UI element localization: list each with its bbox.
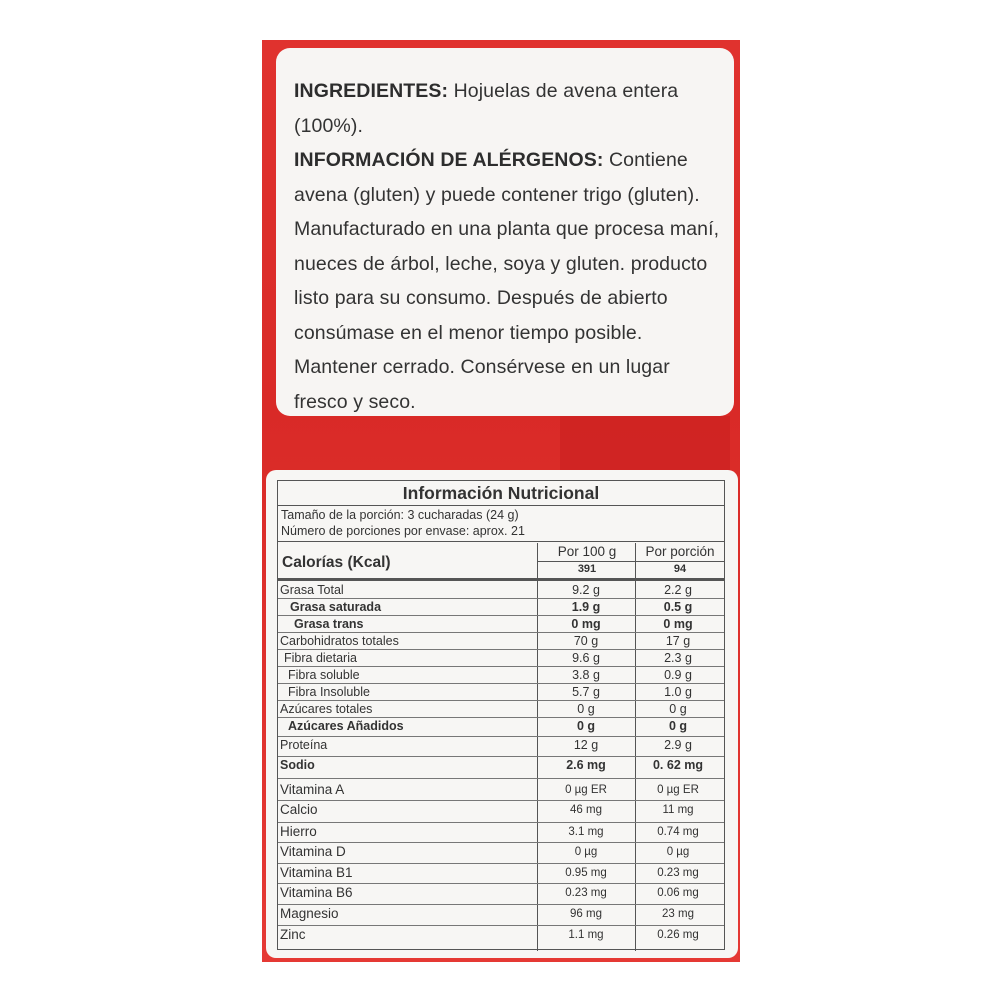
value-per-100g: 70 g: [573, 634, 599, 648]
value-per-portion: 0.5 g: [663, 600, 693, 614]
ingredients-label: INGREDIENTES:: [294, 80, 449, 102]
value-per-portion: 23 mg: [662, 908, 694, 920]
value-per-100g: 9.2 g: [572, 583, 600, 597]
value-per-portion: 2.2 g: [664, 583, 692, 597]
value-per-portion: 0 g: [668, 719, 688, 733]
nutrient-label: Zinc: [280, 927, 306, 942]
value-per-portion: 11 mg: [662, 804, 694, 816]
nutrient-row: [278, 718, 724, 737]
nutrient-label: Fibra soluble: [288, 668, 360, 682]
nutrition-table: [277, 480, 725, 950]
nutrient-label: Vitamina B1: [280, 865, 353, 880]
allergens-paragraph: [294, 143, 724, 419]
calories-per-100g: 391: [577, 563, 597, 575]
allergens-label: INFORMACIÓN DE ALÉRGENOS:: [294, 149, 604, 171]
value-per-portion: 0 µg: [666, 846, 690, 858]
nutrient-label: Grasa saturada: [290, 600, 382, 614]
nutrient-row: [278, 616, 724, 633]
divider: [278, 541, 724, 542]
value-per-100g: 46 mg: [570, 804, 602, 816]
nutrient-row: [278, 684, 724, 701]
nutrient-row: [278, 582, 724, 599]
nutrient-row: [278, 864, 724, 884]
nutrient-label: Carbohidratos totales: [280, 634, 399, 648]
value-per-100g: 2.6 mg: [566, 758, 606, 772]
ingredients-panel: [276, 48, 734, 416]
value-per-portion: 0 µg ER: [657, 784, 699, 796]
nutrient-label: Sodio: [280, 758, 315, 772]
calories-per-portion: 94: [673, 563, 687, 575]
serving-size: Tamaño de la porción: 3 cucharadas (24 g): [281, 508, 519, 522]
nutrient-row: [278, 701, 724, 718]
value-per-portion: 17 g: [665, 634, 691, 648]
value-per-portion: 0.23 mg: [657, 867, 699, 879]
nutrient-label: Grasa trans: [294, 617, 364, 631]
nutrient-label: Fibra dietaria: [284, 651, 357, 665]
divider: [278, 505, 724, 506]
value-per-portion: 0. 62 mg: [652, 758, 704, 772]
value-per-100g: 0 mg: [571, 617, 601, 631]
nutrient-label: Grasa Total: [280, 583, 344, 597]
nutrient-row: [278, 737, 724, 757]
nutrient-label: Vitamina B6: [280, 885, 353, 900]
nutrient-row: [278, 633, 724, 650]
nutrient-label: Vitamina A: [280, 782, 345, 797]
column-header-per-100g: Por 100 g: [557, 544, 617, 559]
value-per-100g: 5.7 g: [572, 685, 600, 699]
nutrient-label: Calcio: [280, 802, 318, 817]
nutrient-label: Magnesio: [280, 906, 339, 921]
value-per-100g: 0.23 mg: [565, 887, 607, 899]
value-per-100g: 9.6 g: [572, 651, 600, 665]
nutrient-row: [278, 757, 724, 779]
nutrient-row: [278, 823, 724, 843]
value-per-portion: 0 g: [669, 702, 687, 716]
ingredients-text: Hojuelas de avena entera (100%).: [294, 80, 679, 137]
servings-per-container: Número de porciones por envase: aprox. 21: [281, 524, 525, 538]
nutrition-title: Información Nutricional: [402, 483, 600, 503]
row-divider: [278, 778, 724, 779]
allergens-text: Contiene avena (gluten) y puede contener trigo (gluten). Manufacturado en una planta que procesa maní, nueces de árbol, leche, soya y gluten. producto listo para su consumo. Después de abierto consúmase en el menor tiempo posible. Mantener cerrado. Consérvese en un lugar fresco y seco.: [294, 149, 720, 413]
calories-label: Calorías (Kcal): [282, 554, 391, 571]
nutrient-row: [278, 843, 724, 864]
value-per-100g: 0 g: [577, 702, 595, 716]
nutrient-label: Fibra Insoluble: [288, 685, 370, 699]
value-per-portion: 2.3 g: [664, 651, 692, 665]
value-per-portion: 1.0 g: [664, 685, 692, 699]
nutrient-row: [278, 926, 724, 946]
package-stripe: [560, 416, 730, 472]
value-per-portion: 0.26 mg: [657, 929, 699, 941]
value-per-100g: 1.9 g: [571, 600, 601, 614]
divider: [538, 561, 724, 562]
value-per-100g: 3.1 mg: [568, 826, 604, 838]
value-per-100g: 12 g: [573, 738, 599, 752]
value-per-100g: 3.8 g: [572, 668, 600, 682]
value-per-portion: 2.9 g: [664, 738, 692, 752]
nutrient-row: [278, 781, 724, 801]
nutrient-row: [278, 599, 724, 616]
thick-divider: [278, 578, 724, 581]
nutrient-label: Azúcares totales: [280, 702, 373, 716]
value-per-100g: 0 µg ER: [565, 784, 607, 796]
nutrient-label: Vitamina D: [280, 844, 346, 859]
nutrient-row: [278, 667, 724, 684]
value-per-100g: 96 mg: [570, 908, 602, 920]
value-per-portion: 0.06 mg: [657, 887, 699, 899]
value-per-100g: 0 g: [576, 719, 596, 733]
value-per-portion: 0.74 mg: [657, 826, 699, 838]
ingredients-paragraph: [294, 74, 724, 143]
nutrient-row: [278, 650, 724, 667]
nutrient-row: [278, 884, 724, 905]
value-per-100g: 0 µg: [574, 846, 598, 858]
nutrient-label: Azúcares Añadidos: [288, 719, 404, 733]
column-header-per-portion: Por porción: [645, 544, 715, 559]
nutrient-label: Hierro: [280, 824, 317, 839]
nutrient-row: [278, 801, 724, 823]
value-per-100g: 0.95 mg: [565, 867, 607, 879]
value-per-portion: 0.9 g: [664, 668, 692, 682]
value-per-100g: 1.1 mg: [568, 929, 604, 941]
nutrient-label: Proteína: [280, 738, 328, 752]
value-per-portion: 0 mg: [663, 617, 693, 631]
nutrient-row: [278, 905, 724, 926]
